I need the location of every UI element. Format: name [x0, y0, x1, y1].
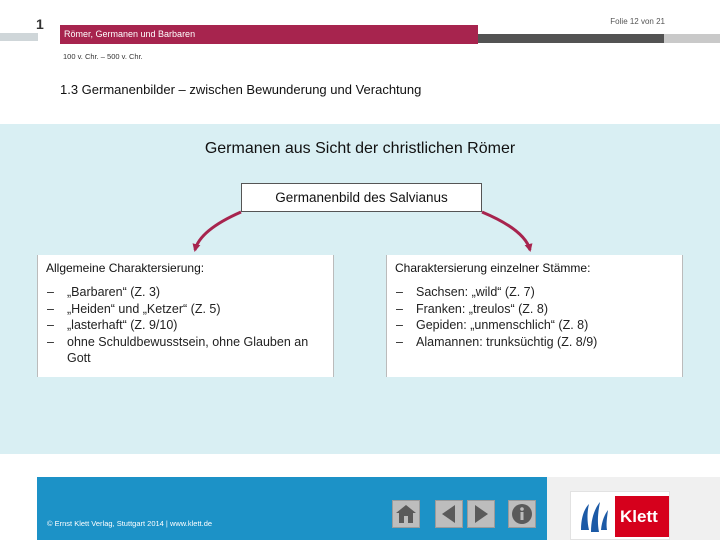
list-item: – Sachsen: „wild“ (Z. 7) — [395, 284, 674, 301]
general-characterization-list — [46, 284, 325, 367]
center-concept-box: Germanenbild des Salvianus — [241, 183, 482, 212]
home-icon[interactable] — [392, 500, 420, 528]
klett-logo[interactable] — [570, 491, 670, 540]
list-item: – ohne Schuldbewusstsein, ohne Glauben an Gott — [46, 334, 325, 367]
klett-wordmark: Klett — [615, 496, 669, 537]
list-item: – Franken: „treulos“ (Z. 8) — [395, 301, 674, 318]
general-characterization-box — [37, 255, 334, 377]
header-right-bar-light — [664, 34, 720, 43]
list-item: – Alamannen: trunksüchtig (Z. 8/9) — [395, 334, 674, 351]
copyright-text: © Ernst Klett Verlag, Stuttgart 2014 | www.klett.de — [47, 519, 213, 528]
list-item: – Gepiden: „unmenschlich“ (Z. 8) — [395, 317, 674, 334]
tribes-characterization-box — [386, 255, 683, 377]
list-item: – „Heiden“ und „Ketzer“ (Z. 5) — [46, 301, 325, 318]
general-characterization-heading: Allgemeine Charaktersierung: — [46, 261, 205, 275]
slide-counter: Folie 12 von 21 — [610, 17, 665, 26]
chapter-number: 1 — [36, 16, 44, 32]
list-item: – „Barbaren“ (Z. 3) — [46, 284, 325, 301]
next-icon[interactable] — [467, 500, 495, 528]
list-item: – „lasterhaft“ (Z. 9/10) — [46, 317, 325, 334]
klett-emblem-icon — [573, 496, 613, 540]
tribes-characterization-heading: Charaktersierung einzelner Stämme: — [395, 261, 591, 275]
chapter-title-bar: Römer, Germanen und Barbaren — [60, 25, 478, 44]
tribes-characterization-list — [395, 284, 674, 350]
period-label: 100 v. Chr. – 500 v. Chr. — [63, 52, 143, 61]
header-right-bar-dark — [478, 34, 664, 43]
previous-icon[interactable] — [435, 500, 463, 528]
header-left-bar — [0, 33, 38, 41]
section-title: 1.3 Germanenbilder – zwischen Bewunderung und Verachtung — [60, 82, 422, 97]
main-heading: Germanen aus Sicht der christlichen Römer — [204, 140, 516, 157]
info-icon[interactable] — [508, 500, 536, 528]
